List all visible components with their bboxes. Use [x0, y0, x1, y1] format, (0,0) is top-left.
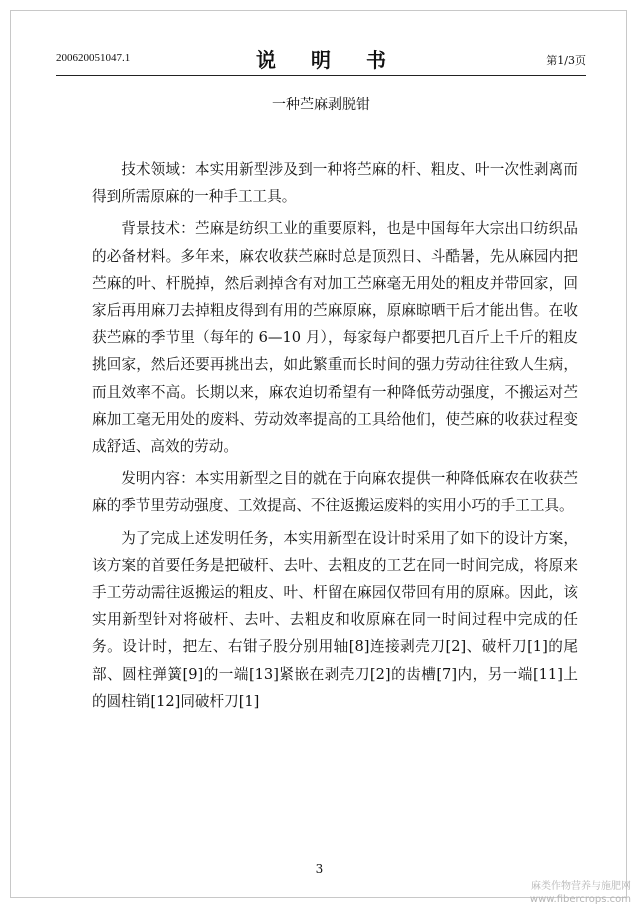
document-body [92, 156, 578, 715]
watermark [530, 880, 631, 906]
invention-title: 一种苎麻剥脱钳 [272, 97, 370, 113]
paragraph-technical-field: 技术领域：本实用新型涉及到一种将苎麻的杆、粗皮、叶一次性剥离而得到所需原麻的一种手工工具。 [92, 161, 578, 206]
document-number: 200620051047.1 [56, 52, 131, 64]
page-number: 3 [315, 862, 324, 876]
header-divider [56, 75, 586, 76]
page-indicator: 第1/3页 [546, 54, 586, 67]
watermark-name: 麻类作物营养与施肥网 [531, 881, 631, 892]
paragraph-summary: 发明内容：本实用新型之目的就在于向麻农提供一种降低麻农在收获苎麻的季节里劳动强度、工效提高、不往返搬运废料的实用小巧的手工工具。 [92, 470, 578, 515]
document-title: 说 明 书 [256, 48, 400, 72]
document-header [56, 44, 586, 74]
watermark-url: www.fibercrops.com [529, 894, 631, 905]
paragraph-design: 为了完成上述发明任务，本实用新型在设计时采用了如下的设计方案，该方案的首要任务是把破杆、去叶、去粗皮的工艺在同一时间完成，将原来手工劳动需往返搬运的粗皮、叶、杆留在麻园仅带回有用的原麻。因此，该实用新型针对将破杆、去叶、去粗皮和收原麻在同一时间过程中完成的任务。设计时，把左、右钳子股分别用轴[8]连接剥壳刀[2]、破杆刀[1]的尾部、圆柱弹簧[9]的一端[13]紧嵌在剥壳刀[2]的齿槽[7]内，另一端[11]上的圆柱销[12]同破杆刀[1] [92, 529, 578, 710]
paragraph-background: 背景技术：苎麻是纺织工业的重要原料，也是中国每年大宗出口纺织品的必备材料。多年来，麻农收获苎麻时总是顶烈日、斗酷暑，先从麻园内把苎麻的叶、杆脱掉，然后剥掉含有对加工苎麻毫无用处的粗皮并带回家，回家后再用麻刀去掉粗皮得到有用的苎麻原麻，原麻晾晒干后才能出售。在收获苎麻的季节里（每年的 6—10 月），每家每户都要把几百斤上千斤的粗皮挑回家，然后还要再挑出去，如此繁重而长时间的强力劳动往往致人生病，而且效率不高。长期以来，麻农迫切希望有一种降低劳动强度，不搬运对苎麻加工毫无用处的废料、劳动效率提高的工具给他们，使苎麻的收获过程变成舒适、高效的劳动。 [92, 220, 578, 456]
